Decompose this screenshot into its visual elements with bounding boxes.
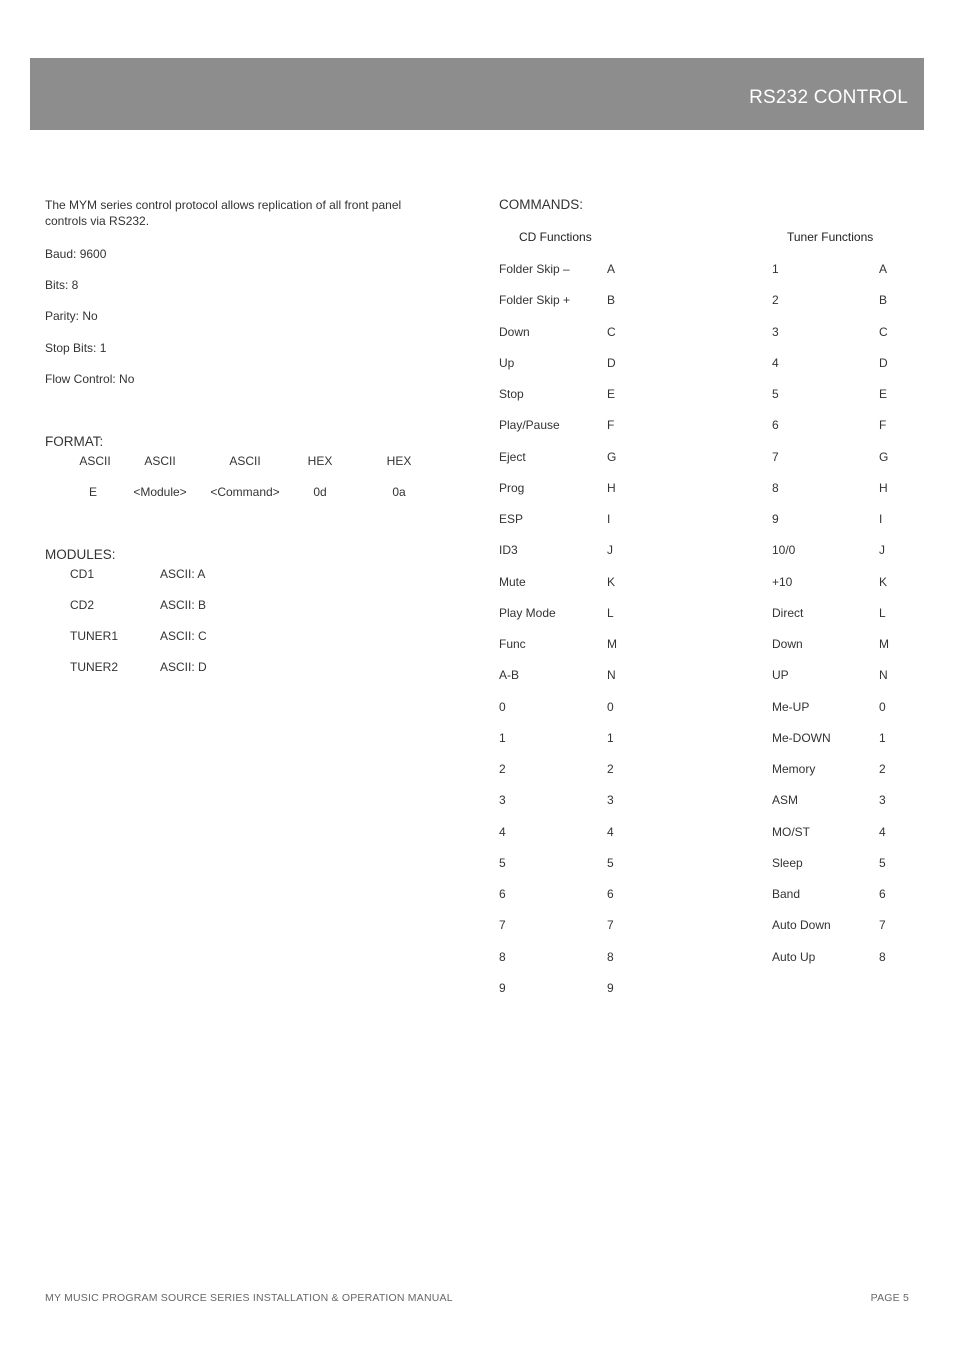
cd-command-code: M — [607, 637, 617, 651]
cd-command-code: D — [607, 356, 616, 370]
cd-command-name: Stop — [499, 387, 524, 401]
cd-command-code: F — [607, 418, 615, 432]
cd-command-code: 6 — [607, 887, 614, 901]
tuner-command-code: 7 — [879, 918, 886, 932]
cd-command-code: K — [607, 575, 616, 589]
modules-label: MODULES: — [45, 547, 116, 562]
tuner-command-name: Direct — [772, 606, 804, 620]
tuner-command-code: 2 — [879, 762, 886, 776]
tuner-command-code: 5 — [879, 856, 886, 870]
tuner-command-name: 9 — [772, 512, 779, 526]
tuner-command-code: E — [879, 387, 888, 401]
tuner-command-name: ASM — [772, 793, 799, 807]
tuner-command-name: 10/0 — [772, 543, 796, 557]
module-code: ASCII: A — [160, 567, 206, 581]
setting-parity: Parity: No — [45, 309, 98, 323]
tuner-command-code: B — [879, 293, 888, 307]
tuner-command-code: N — [879, 668, 888, 682]
tuner-command-name: Me-DOWN — [772, 731, 831, 745]
commands-label: COMMANDS: — [499, 197, 583, 212]
tuner-command-code: 0 — [879, 700, 886, 714]
tuner-command-code: G — [879, 450, 889, 464]
setting-flow-control: Flow Control: No — [45, 372, 135, 386]
format-type: ASCII — [144, 454, 176, 468]
footer-manual-title: MY MUSIC PROGRAM SOURCE SERIES INSTALLATION & OPERATION MANUAL — [45, 1292, 453, 1304]
cd-command-name: Folder Skip + — [499, 293, 571, 307]
cd-command-name: 4 — [499, 825, 506, 839]
tuner-command-code: 1 — [879, 731, 886, 745]
format-label: FORMAT: — [45, 434, 104, 449]
tuner-command-name: 7 — [772, 450, 779, 464]
tuner-command-code: 3 — [879, 793, 886, 807]
tuner-command-name: 3 — [772, 325, 779, 339]
cd-command-name: 6 — [499, 887, 506, 901]
cd-command-name: Play Mode — [499, 606, 556, 620]
tuner-functions-title: Tuner Functions — [787, 230, 874, 244]
tuner-command-name: 4 — [772, 356, 779, 370]
cd-command-code: H — [607, 481, 616, 495]
format-value: <Command> — [210, 485, 280, 499]
module-name: CD2 — [70, 598, 95, 612]
module-code: ASCII: C — [160, 629, 207, 643]
tuner-command-name: UP — [772, 668, 789, 682]
tuner-command-name: Auto Down — [772, 918, 831, 932]
tuner-command-name: 8 — [772, 481, 779, 495]
tuner-command-code: M — [879, 637, 889, 651]
format-value: 0d — [313, 485, 327, 499]
cd-command-code: N — [607, 668, 616, 682]
cd-command-name: 7 — [499, 918, 506, 932]
intro-text: The MYM series control protocol allows replication of all front panel controls via RS232. — [45, 198, 402, 228]
page-title: RS232 CONTROL — [749, 87, 908, 108]
format-type: HEX — [307, 454, 333, 468]
cd-command-code: 0 — [607, 700, 614, 714]
setting-baud: Baud: 9600 — [45, 247, 107, 261]
cd-command-name: 2 — [499, 762, 506, 776]
tuner-command-code: I — [879, 512, 883, 526]
format-type: ASCII — [79, 454, 111, 468]
cd-command-name: A-B — [499, 668, 520, 682]
cd-functions-title: CD Functions — [519, 230, 592, 244]
tuner-command-code: H — [879, 481, 888, 495]
cd-command-name: Prog — [499, 481, 525, 495]
module-name: CD1 — [70, 567, 95, 581]
cd-command-name: Down — [499, 325, 530, 339]
cd-command-name: 3 — [499, 793, 506, 807]
tuner-command-code: C — [879, 325, 888, 339]
module-name: TUNER2 — [70, 660, 119, 674]
tuner-command-code: D — [879, 356, 888, 370]
tuner-command-name: Sleep — [772, 856, 803, 870]
cd-command-code: L — [607, 606, 614, 620]
cd-command-code: A — [607, 262, 616, 276]
format-value: 0a — [392, 485, 406, 499]
cd-command-code: 3 — [607, 793, 614, 807]
cd-command-code: I — [607, 512, 611, 526]
tuner-command-name: Auto Up — [772, 950, 816, 964]
tuner-command-name: +10 — [772, 575, 793, 589]
tuner-command-name: Memory — [772, 762, 816, 776]
cd-command-name: 1 — [499, 731, 506, 745]
tuner-command-name: Band — [772, 887, 801, 901]
setting-bits: Bits: 8 — [45, 278, 79, 292]
cd-command-name: Mute — [499, 575, 526, 589]
tuner-command-code: J — [879, 543, 885, 557]
format-value: E — [88, 485, 98, 499]
tuner-command-code: K — [879, 575, 888, 589]
cd-command-name: Folder Skip – — [499, 262, 570, 276]
cd-command-name: ESP — [499, 512, 524, 526]
setting-stop-bits: Stop Bits: 1 — [45, 341, 107, 355]
cd-command-code: E — [607, 387, 616, 401]
cd-command-code: B — [607, 293, 616, 307]
module-code: ASCII: B — [160, 598, 207, 612]
cd-command-name: Up — [499, 356, 515, 370]
format-type: ASCII — [229, 454, 261, 468]
format-value: <Module> — [133, 485, 187, 499]
cd-command-name: Func — [499, 637, 526, 651]
cd-command-name: Eject — [499, 450, 526, 464]
tuner-command-code: 4 — [879, 825, 886, 839]
header-band — [30, 58, 924, 130]
format-type: HEX — [386, 454, 412, 468]
cd-command-code: 1 — [607, 731, 614, 745]
cd-command-code: 9 — [607, 981, 614, 995]
cd-command-name: 8 — [499, 950, 506, 964]
tuner-command-code: 6 — [879, 887, 886, 901]
tuner-command-name: Down — [772, 637, 803, 651]
tuner-command-code: F — [879, 418, 887, 432]
cd-command-name: 0 — [499, 700, 506, 714]
module-name: TUNER1 — [70, 629, 119, 643]
cd-command-name: ID3 — [499, 543, 518, 557]
cd-command-name: 9 — [499, 981, 506, 995]
cd-command-name: Play/Pause — [499, 418, 560, 432]
tuner-command-name: 6 — [772, 418, 779, 432]
footer-page-number: PAGE 5 — [870, 1292, 909, 1304]
cd-command-code: 7 — [607, 918, 614, 932]
tuner-command-name: 2 — [772, 293, 779, 307]
tuner-command-name: 5 — [772, 387, 779, 401]
cd-command-code: C — [607, 325, 616, 339]
tuner-command-code: 8 — [879, 950, 886, 964]
tuner-command-name: 1 — [772, 262, 779, 276]
tuner-command-name: Me-UP — [772, 700, 810, 714]
cd-command-code: 2 — [607, 762, 614, 776]
tuner-command-code: A — [879, 262, 888, 276]
cd-command-code: 4 — [607, 825, 614, 839]
cd-command-name: 5 — [499, 856, 506, 870]
cd-command-code: 8 — [607, 950, 614, 964]
cd-command-code: 5 — [607, 856, 614, 870]
module-code: ASCII: D — [160, 660, 207, 674]
cd-command-code: J — [607, 543, 613, 557]
tuner-command-code: L — [879, 606, 886, 620]
cd-command-code: G — [607, 450, 617, 464]
tuner-command-name: MO/ST — [772, 825, 810, 839]
